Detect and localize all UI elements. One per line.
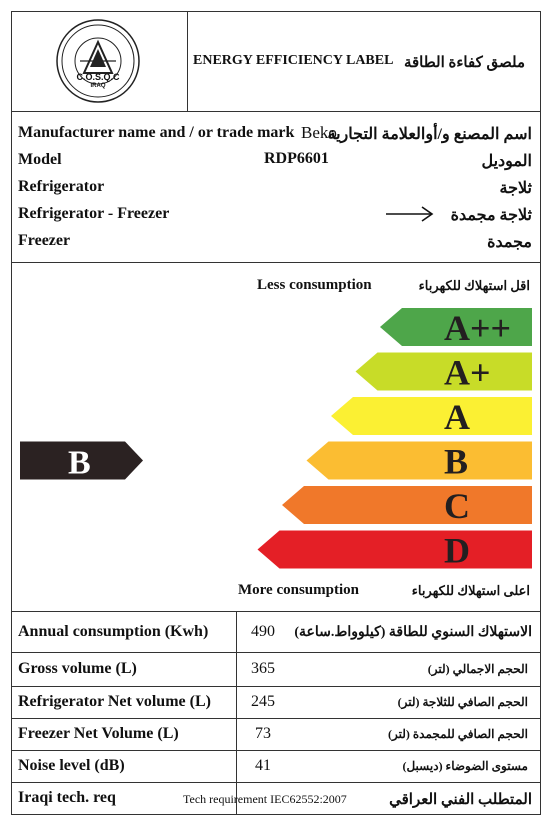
energy-class-bar-d	[258, 531, 533, 569]
energy-scale	[0, 300, 550, 575]
noise-level-value: 41	[255, 757, 271, 774]
cosqc-logo	[50, 17, 146, 105]
energy-class-bar-c	[282, 486, 532, 524]
refrigerator-label-en: Refrigerator	[18, 178, 105, 195]
less-consumption-en: Less consumption	[257, 277, 372, 293]
energy-class-label-aplusplus: A++	[444, 308, 512, 348]
fridge-net-volume-value: 245	[251, 693, 275, 710]
less-consumption-ar: اقل استهلاك للكهرباء	[418, 278, 530, 293]
logo-text: C.O.S.Q.C	[76, 72, 120, 82]
more-consumption-ar: اعلى استهلاك للكهرباء	[411, 583, 530, 598]
annual-consumption-label-ar: الاستهلاك السنوي للطاقة (كيلوواط.ساعة)	[294, 625, 532, 640]
specs-line-2	[11, 686, 540, 687]
specs-line-4	[11, 750, 540, 751]
manufacturer-value: Beko	[301, 123, 337, 142]
fridge-net-volume-label: Refrigerator Net volume (L)	[18, 693, 211, 710]
model-label-en: Model	[18, 151, 62, 168]
specs-line-3	[11, 718, 540, 719]
tech-req-label-ar: المتطلب الفني العراقي	[389, 792, 532, 808]
energy-class-label-c: C	[444, 486, 470, 526]
gross-volume-label-ar: الحجم الاجمالي (لتر)	[427, 662, 528, 676]
refrigerator-label-ar: ثلاجة	[499, 180, 532, 197]
freezer-label-ar: مجمدة	[487, 234, 532, 251]
cosqc-logo-icon	[50, 17, 146, 105]
freezer-label-en: Freezer	[18, 232, 71, 249]
noise-level-label: Noise level (dB)	[18, 757, 125, 774]
noise-level-label-ar: مستوى الضوضاء (ديسبل)	[402, 759, 528, 773]
energy-class-label-b: B	[444, 441, 469, 482]
specs-divider	[236, 611, 237, 815]
annual-consumption-value: 490	[251, 623, 275, 640]
energy-class-bar-b	[307, 442, 533, 480]
rating-label: B	[68, 444, 91, 482]
refrigerator-freezer-label-en: Refrigerator - Freezer	[18, 205, 170, 222]
title-ar: ملصق كفاءة الطاقة	[403, 55, 525, 71]
refrigerator-freezer-label-ar: ثلاجة مجمدة	[450, 207, 532, 224]
freezer-net-volume-label-ar: الحجم الصافي للمجمدة (لتر)	[388, 727, 528, 741]
tech-req-label: Iraqi tech. req	[18, 789, 116, 806]
annual-consumption-label: Annual consumption (Kwh)	[18, 623, 209, 640]
info-bottom-line	[11, 262, 540, 263]
more-consumption-en: More consumption	[238, 582, 359, 598]
selected-type-arrow-icon	[385, 204, 435, 224]
manufacturer-label-en: Manufacturer name and / or trade mark	[18, 124, 295, 141]
energy-class-label-a: A	[444, 397, 470, 437]
header-bottom-line	[11, 111, 540, 112]
logo-subtext: IRAQ	[90, 83, 106, 89]
freezer-net-volume-value: 73	[255, 725, 271, 742]
model-label-ar: الموديل	[481, 153, 532, 170]
header-divider	[187, 11, 188, 112]
fridge-net-volume-label-ar: الحجم الصافي للثلاجة (لتر)	[397, 695, 528, 709]
specs-line-5	[11, 782, 540, 783]
tech-req-value: Tech requirement IEC62552:2007	[183, 792, 347, 806]
energy-class-label-d: D	[444, 530, 470, 571]
specs-line-1	[11, 652, 540, 653]
scale-bottom-line	[11, 611, 540, 612]
manufacturer-label-ar: اسم المصنع و/أوالعلامة التجارية	[327, 126, 532, 143]
freezer-net-volume-label: Freezer Net Volume (L)	[18, 725, 179, 742]
energy-class-label-aplus: A+	[444, 352, 491, 393]
gross-volume-value: 365	[251, 660, 275, 677]
gross-volume-label: Gross volume (L)	[18, 660, 137, 677]
energy-class-bar-a	[331, 397, 532, 435]
model-value: RDP6601	[264, 150, 329, 167]
title-en: ENERGY EFFICIENCY LABEL	[193, 53, 394, 68]
